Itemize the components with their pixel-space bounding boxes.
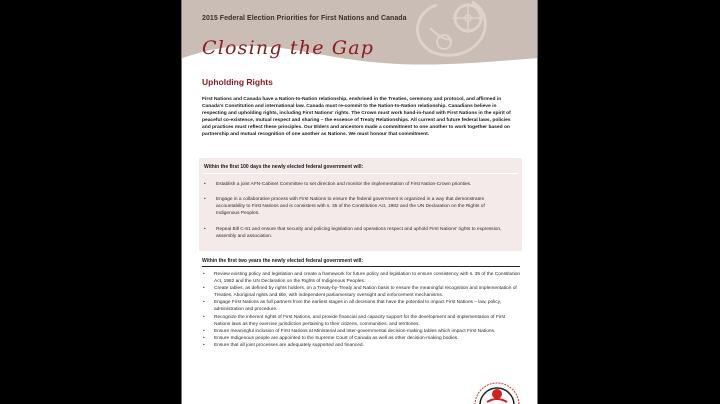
list-item	[202, 314, 522, 328]
bullet-icon: •	[203, 286, 205, 292]
list-item-text: Engage First Nations as full partners from the earliest stages in all decisions that have the potential to impact First Nations – law, policy, administration and procedure.	[214, 300, 502, 313]
list-item	[202, 335, 522, 342]
list-item-text: Recognize the inherent rights of First Nations, and provide financial and capacity support for the development and implementation of First Nations laws as they exercise jurisdiction pertaining to their citizens, communities, and territories.	[214, 314, 506, 327]
list-item	[202, 271, 522, 285]
document-page	[181, 0, 538, 404]
list-item-text: Ensure Indigenous people are appointed to the Supreme Court of Canada as well as other decision-making bodies.	[214, 335, 459, 341]
bullet-icon: •	[203, 272, 205, 277]
list-item-text: Engage in a collaborative process with First Nations to ensure the federal government is organized in a way that demonstrates accountability to First Nations and is consistent with s. 35 of the Constitution Act, 1982 and the UN Declaration on the Rights of Indigenous Peoples.	[216, 197, 485, 217]
list-item	[204, 181, 509, 188]
list-item	[202, 285, 522, 299]
divider	[202, 266, 520, 267]
list-item	[202, 299, 522, 313]
bullet-icon: •	[204, 227, 206, 232]
list-item-text: Review existing policy and legislation and create a framework for future policy and legislation to ensure consistency with s. 35 of the Constitution Act, 1982 and the UN Declaration on the Rights of Indigenous Peoples.	[214, 272, 521, 285]
list-item-text: Establish a joint AFN-Cabinet Committee to set direction and monitor the implementation of First Nation-Crown priorities.	[216, 182, 472, 187]
bullet-icon: •	[203, 314, 205, 320]
intro-paragraph: First Nations and Canada have a Nation-to-Nation relationship, enshrined in the Treaties, ceremony and protocol, and affirmed in Canada's Constitution and international law. Canada must re-commit to the Nation-to-Nation relationship. Canadians believe in respecting and upholding rights, including First Nations' rights. The Crown must work hand-in-hand with First Nations in the spirit of peaceful co-existence, mutual respect and sharing – the essence of Treaty Relationships. All current and future federal laws, policies and practices must reflect these principles. Our Elders and ancestors made a commitment to one another to work together based on partnership and mutual recognition of one another as Nations. We must honour that commitment.	[202, 97, 511, 138]
bullet-icon: •	[203, 335, 205, 341]
first-two-years-list	[202, 271, 522, 349]
list-item	[202, 328, 522, 335]
bullet-icon: •	[203, 300, 205, 306]
list-item-text: Create tables, as defined by rights holders, on a Treaty-by-Treaty and Nation basis to ensure the meaningful recognition and implementation of Treaties, Aboriginal rights and title, with independent parliamentary oversight and enforcement mechanisms.	[214, 286, 517, 299]
bullet-icon: •	[204, 197, 206, 202]
list-item	[202, 342, 522, 349]
bullet-icon: •	[204, 182, 206, 187]
publication-title: 2015 Federal Election Priorities for First Nations and Canada	[202, 15, 407, 22]
bullet-icon: •	[203, 328, 205, 334]
first-two-years-heading: Within the first two years the newly elected federal government will:	[202, 258, 364, 264]
list-item-text: Ensure meaningful inclusion of First Nations at Ministerial and inter-governmental decision-making tables which impact First Nations.	[214, 328, 496, 334]
header-band	[182, 0, 537, 70]
afn-seal-icon	[472, 380, 522, 404]
divider	[203, 173, 518, 174]
list-item-text: Ensure that all joint processes are adequately supported and financed.	[214, 342, 364, 348]
bullet-icon: •	[203, 342, 205, 348]
list-item	[204, 226, 509, 240]
list-item-text: Repeal Bill C-51 and ensure that security and policing legislation and operations respect and uphold First Nations' rights to expression, assembly and association.	[216, 227, 502, 240]
list-item	[204, 196, 509, 218]
main-title: Closing the Gap	[202, 37, 375, 59]
first-100-days-box	[199, 158, 522, 251]
section-title: Upholding Rights	[202, 77, 273, 87]
first-100-days-heading: Within the first 100 days the newly elected federal government will:	[204, 164, 364, 170]
